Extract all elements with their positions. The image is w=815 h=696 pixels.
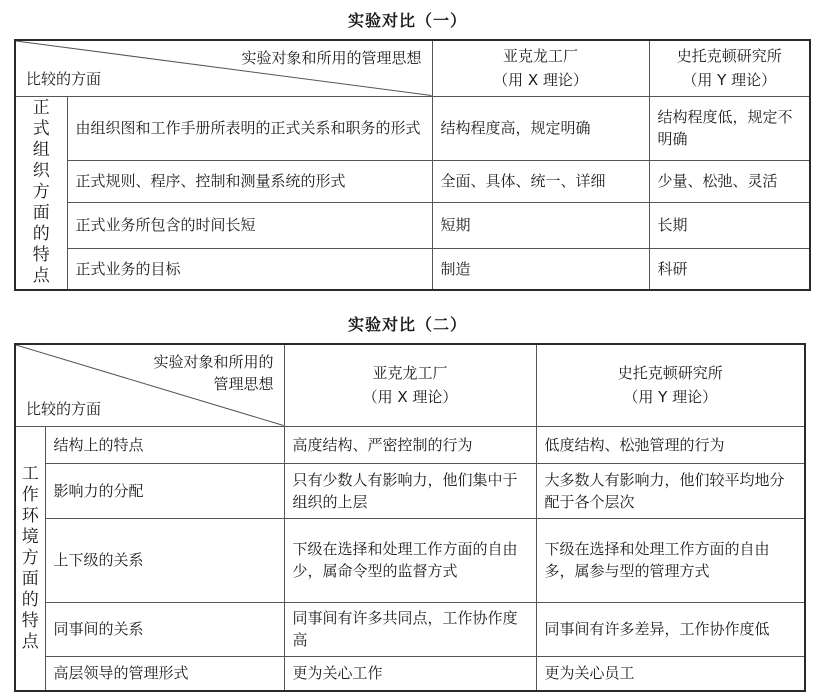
- table2-row-aspect: 结构上的特点: [45, 426, 284, 463]
- table1-col-x-header: [432, 40, 649, 96]
- table1-corner-header: [15, 40, 432, 96]
- table1-row-aspect: 正式业务的目标: [67, 248, 432, 290]
- table1-col-y-sub: （用 Y 理论）: [682, 71, 777, 90]
- table2-col-y-header: [536, 344, 805, 426]
- table2-corner-top-line1: 实验对象和所用的: [153, 353, 274, 371]
- table2-row-x: 下级在选择和处理工作方面的自由少，属命令型的监督方式: [284, 518, 536, 602]
- side-label-char: 式: [32, 119, 50, 140]
- table2-corner-top-line2: 管理思想: [213, 375, 274, 393]
- table2-row-aspect: 上下级的关系: [45, 518, 284, 602]
- table1-row-y: 科研: [649, 248, 810, 290]
- table1-row-aspect: 由组织图和工作手册所表明的正式关系和职务的形式: [67, 96, 432, 160]
- side-label-char: 特: [21, 610, 39, 631]
- table2-title: 实验对比（二）: [347, 315, 467, 334]
- table2-corner-bottom: 比较的方面: [26, 399, 102, 418]
- table1-col-y-name: 史托克顿研究所: [676, 47, 782, 66]
- table2-row-y: 同事间有许多差异，工作协作度低: [536, 602, 805, 656]
- table1-row-y: 少量、松弛、灵活: [649, 160, 810, 202]
- table1-corner-bottom: 比较的方面: [26, 69, 102, 88]
- table1-title: 实验对比（一）: [347, 11, 467, 30]
- table1-row-y: 结构程度低，规定不明确: [649, 96, 810, 160]
- side-label-char: 正: [32, 98, 50, 119]
- table2-corner-header: [15, 344, 284, 426]
- side-label-char: 面: [21, 568, 39, 589]
- table2-row-aspect: 影响力的分配: [45, 463, 284, 518]
- side-label-char: 环: [21, 505, 39, 526]
- side-label-char: 组: [32, 140, 50, 161]
- table2-row-aspect: 高层领导的管理形式: [45, 656, 284, 691]
- table2-row-y: 更为关心员工: [536, 656, 805, 691]
- table2-row-y: 下级在选择和处理工作方面的自由多，属参与型的管理方式: [536, 518, 805, 602]
- side-label-char: 的: [32, 224, 50, 245]
- table1-col-y-header: [649, 40, 810, 96]
- side-label-char: 工: [21, 463, 39, 484]
- table1-row-aspect: 正式规则、程序、控制和测量系统的形式: [67, 160, 432, 202]
- side-label-char: 境: [21, 526, 39, 547]
- table2-row-x: 高度结构、严密控制的行为: [284, 426, 536, 463]
- side-label-char: 方: [32, 182, 50, 203]
- table2-col-y-sub: （用 Y 理论）: [623, 388, 718, 407]
- table2-row-x: 更为关心工作: [284, 656, 536, 691]
- table1-row-aspect: 正式业务所包含的时间长短: [67, 202, 432, 248]
- comparison-table-1: [14, 39, 811, 291]
- table1-row-x: 短期: [432, 202, 649, 248]
- table2-row-x: 同事间有许多共同点，工作协作度高: [284, 602, 536, 656]
- side-label-char: 织: [32, 161, 50, 182]
- table2-side-label: [15, 426, 45, 691]
- table2-corner-top: [153, 351, 273, 395]
- table1-corner-top: 实验对象和所用的管理思想: [241, 49, 422, 67]
- side-label-char: 特: [32, 245, 50, 266]
- side-label-char: 作: [21, 484, 39, 505]
- side-label-char: 面: [32, 203, 50, 224]
- table1-side-label: [15, 96, 67, 290]
- table1-row-x: 全面、具体、统一、详细: [432, 160, 649, 202]
- table2-col-x-name: 亚克龙工厂: [372, 364, 448, 383]
- table2-col-x-header: [284, 344, 536, 426]
- side-label-char: 的: [21, 589, 39, 610]
- side-label-char: 点: [21, 631, 39, 652]
- table2-row-y: 低度结构、松弛管理的行为: [536, 426, 805, 463]
- table1-col-x-name: 亚克龙工厂: [502, 47, 578, 66]
- table2-col-y-name: 史托克顿研究所: [617, 364, 723, 383]
- table2-row-aspect: 同事间的关系: [45, 602, 284, 656]
- table1-row-x: 结构程度高，规定明确: [432, 96, 649, 160]
- side-label-char: 点: [32, 266, 50, 287]
- table2-col-x-sub: （用 X 理论）: [362, 388, 458, 407]
- comparison-table-2: [14, 343, 806, 692]
- table2-row-x: 只有少数人有影响力，他们集中于组织的上层: [284, 463, 536, 518]
- table1-row-x: 制造: [432, 248, 649, 290]
- side-label-char: 方: [21, 547, 39, 568]
- table2-row-y: 大多数人有影响力，他们较平均地分配于各个层次: [536, 463, 805, 518]
- table1-col-x-sub: （用 X 理论）: [493, 71, 588, 90]
- table1-row-y: 长期: [649, 202, 810, 248]
